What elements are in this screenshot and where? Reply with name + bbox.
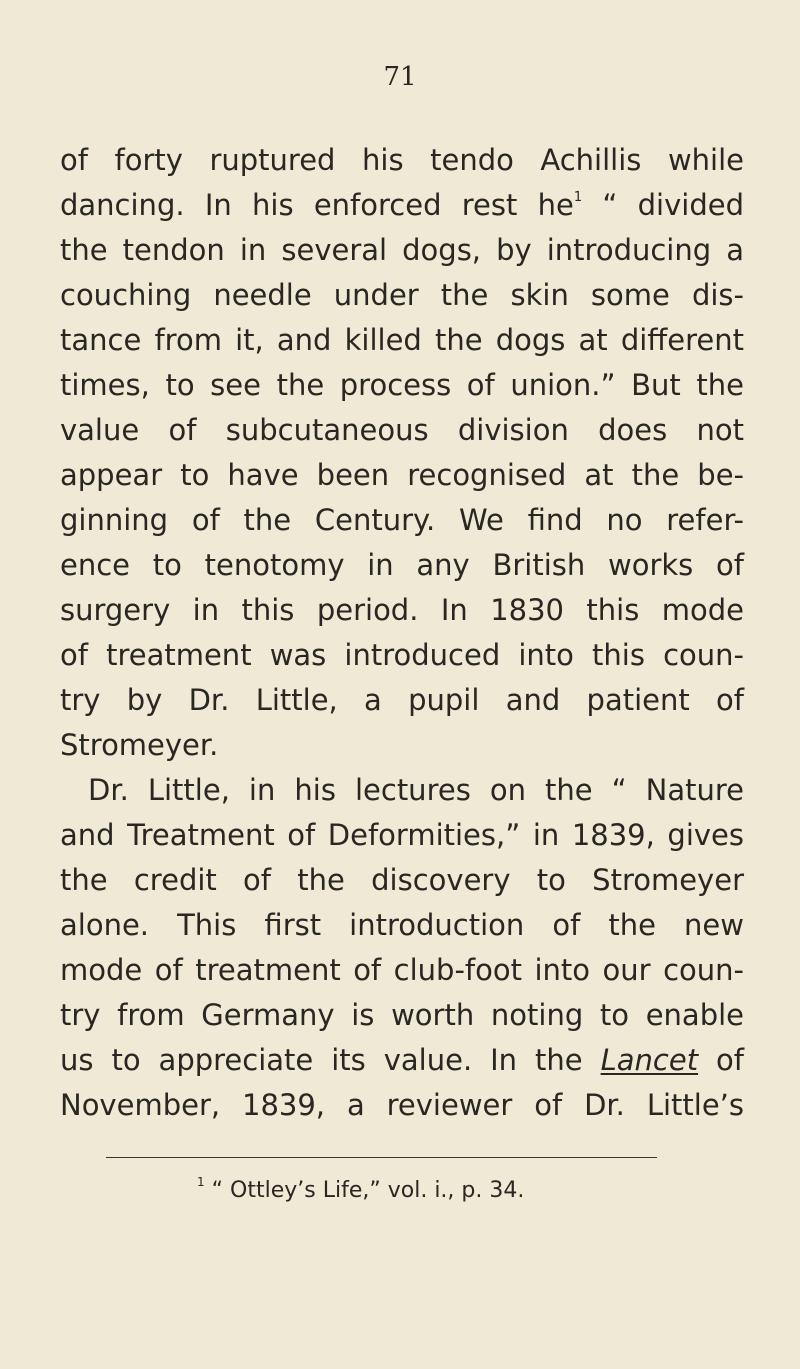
journal-title: Lancet	[600, 1043, 699, 1077]
footnote-text: “ Ottley’s Life,” vol. i., p. 34.	[204, 1178, 525, 1203]
body-text	[60, 138, 744, 1128]
text-line	[60, 1038, 744, 1083]
text-line: surgery in this period. In 1830 this mode	[60, 593, 744, 627]
footnote-marker: 1	[197, 1175, 205, 1189]
text-segment: of	[698, 1043, 745, 1077]
text-line: the credit of the discovery to Stromeyer	[60, 863, 744, 897]
page-number: 71	[383, 62, 417, 92]
text-line: tance from it, and killed the dogs at different	[60, 323, 744, 357]
text-line: try from Germany is worth noting to enable	[60, 998, 744, 1032]
text-line: couching needle under the skin some dis-	[60, 278, 744, 312]
text-line: ence to tenotomy in any British works of	[60, 548, 744, 582]
text-line: Dr. Little, in his lectures on the “ Nature	[88, 773, 744, 807]
footnote	[197, 1176, 524, 1206]
text-segment: dancing. In his enforced rest he	[60, 188, 574, 222]
text-line: try by Dr. Little, a pupil and patient of	[60, 683, 744, 717]
text-line: the tendon in several dogs, by introducing a	[60, 233, 744, 267]
text-line: of forty ruptured his tendo Achillis while	[60, 143, 744, 177]
text-line: ginning of the Century. We find no refer-	[60, 503, 744, 537]
text-line: alone. This first introduction of the new	[60, 908, 744, 942]
text-line: Stromeyer.	[60, 728, 219, 762]
text-line: value of subcutaneous division does not	[60, 413, 744, 447]
text-line: November, 1839, a reviewer of Dr. Little’s	[60, 1088, 744, 1122]
text-line: and Treatment of Deformities,” in 1839, gives	[60, 818, 744, 852]
text-line: of treatment was introduced into this coun-	[60, 638, 744, 672]
text-line	[60, 183, 744, 228]
footnote-reference: 1	[573, 190, 583, 205]
text-line: appear to have been recognised at the be-	[60, 458, 744, 492]
text-segment: us to appreciate its value. In the	[60, 1043, 601, 1077]
text-line: mode of treatment of club-foot into our coun-	[60, 953, 744, 987]
footnote-divider	[106, 1157, 657, 1158]
text-segment: “ divided	[582, 188, 744, 222]
text-line: times, to see the process of union.” But the	[60, 368, 744, 402]
